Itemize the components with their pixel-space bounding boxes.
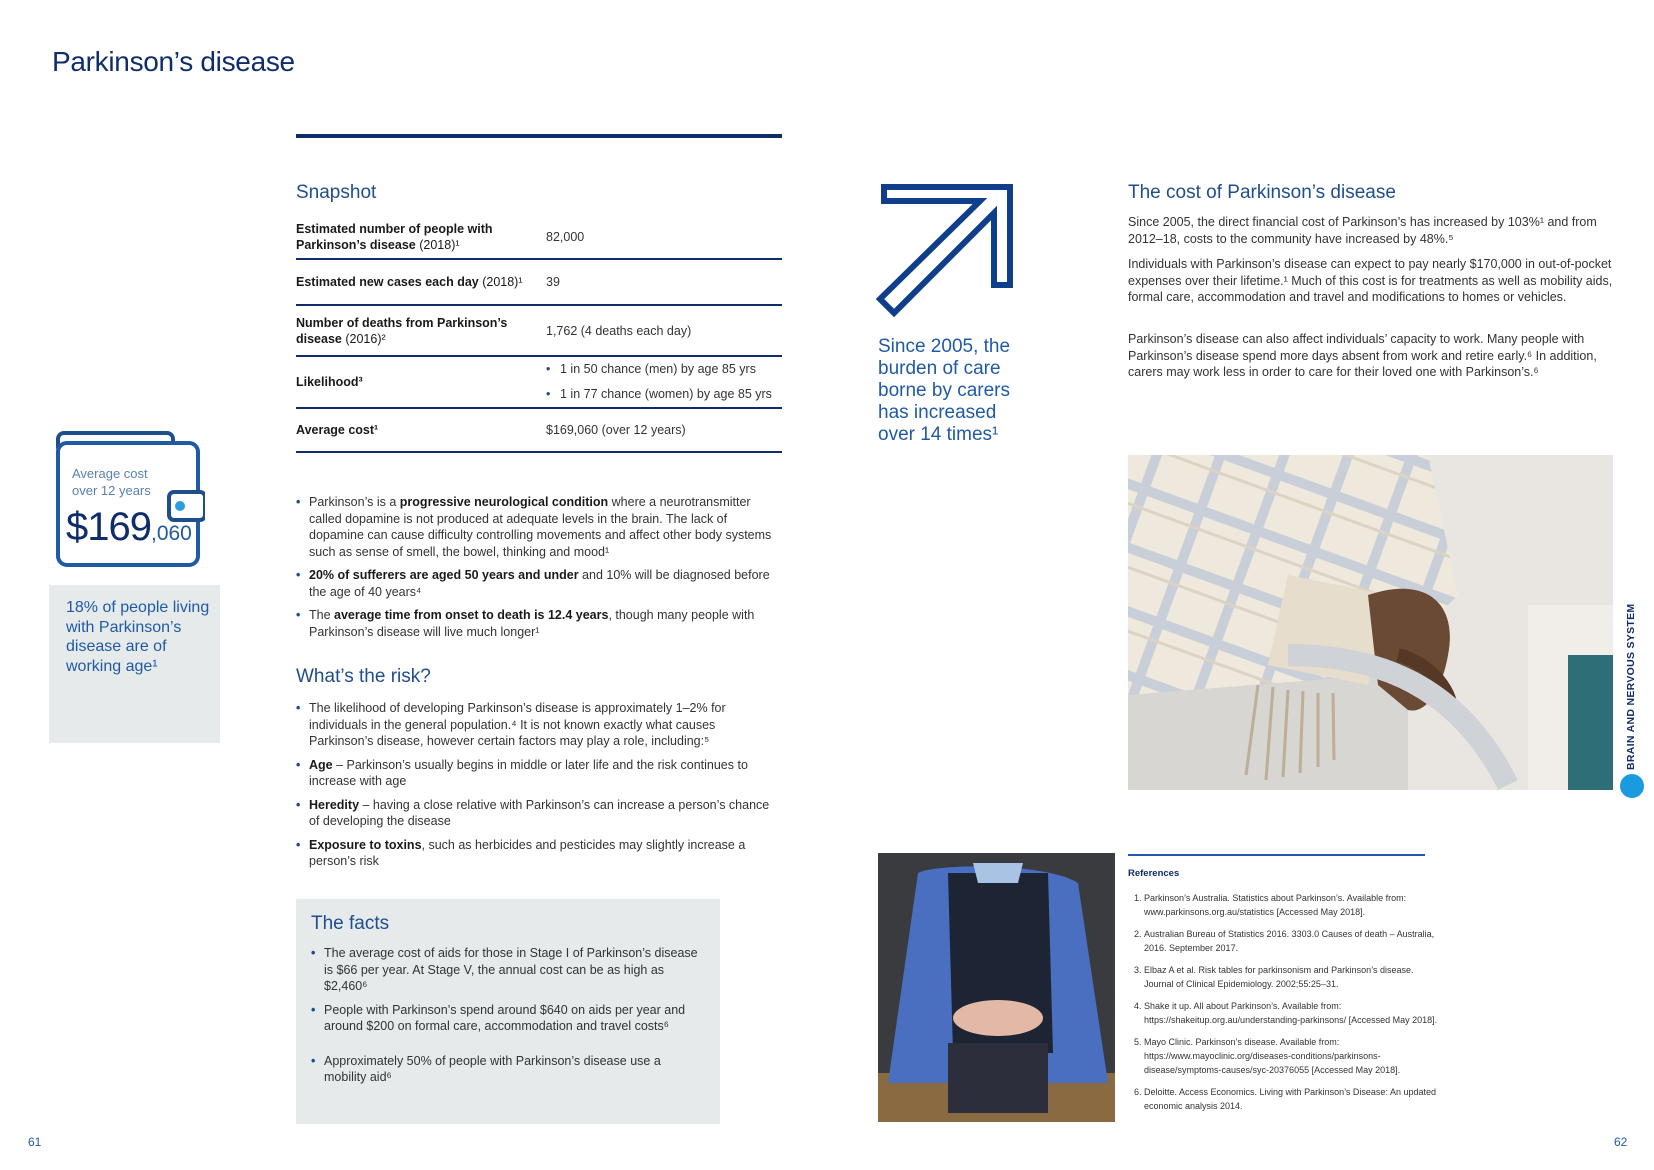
list-item: • Parkinson’s is a progressive neurological condition where a neurotransmitter called dopamine is not produced at adequate levels in the brain. The lack of dopamine can cause difficulty controlling movements and affect other body systems such as sense of smell, the bowel, thinking and mood¹: [296, 494, 782, 560]
reference-item: 6. Deloitte. Access Economics. Living with Parkinson’s Disease: An updated economic analysis 2014.: [1144, 1085, 1444, 1113]
list-item: • Exposure to toxins, such as herbicides and pesticides may slightly increase a person’s risk: [296, 837, 782, 870]
section-dot: [1620, 774, 1644, 798]
page-title: Parkinson’s disease: [52, 46, 295, 77]
list-item: • People with Parkinson’s spend around $640 on aids per year and around $200 on formal care, accommodation and travel costs⁶: [311, 1002, 701, 1035]
wallet-label: Average cost over 12 years: [72, 466, 151, 498]
cost-heading: The cost of Parkinson’s disease: [1128, 182, 1396, 203]
row-key: Average cost¹: [296, 408, 546, 452]
facts-box: [296, 899, 720, 1124]
list-item: • Heredity – having a close relative with Parkinson’s can increase a person’s chance of developing the disease: [296, 797, 782, 830]
list-item: • Age – Parkinson’s usually begins in middle or later life and the risk continues to increase with age: [296, 757, 782, 790]
table-row: [296, 259, 782, 305]
facts-list: [311, 945, 701, 1093]
section-tab: [1622, 600, 1638, 770]
row-key: Estimated number of people with Parkinson’s disease (2018)¹: [296, 216, 546, 259]
references-heading: References: [1128, 868, 1180, 879]
cost-paragraph: Parkinson’s disease can also affect individuals’ capacity to work. Many people with Parkinson’s disease spend more days absent from work and retire early.⁶ In addition, carers may work less in order to care for their loved one with Parkinson’s.⁶: [1128, 332, 1597, 379]
reference-item: 5. Mayo Clinic. Parkinson’s disease. Available from: https://www.mayoclinic.org/diseases-conditions/parkinsons-disease/symptoms-causes/syc-20376055 [Accessed May 2018].: [1144, 1035, 1444, 1077]
intro-list: [296, 494, 782, 647]
row-value: 1,762 (4 deaths each day): [546, 305, 782, 356]
arrow-up-right-icon: [876, 183, 1014, 321]
facts-heading: The facts: [311, 913, 390, 934]
page-number-right: 62: [1614, 1135, 1628, 1149]
snapshot-heading: Snapshot: [296, 182, 377, 203]
table-row: [296, 356, 782, 408]
carers-quote: Since 2005, the burden of care borne by carers has increased over 14 times¹: [878, 336, 1011, 445]
table-row: [296, 305, 782, 356]
cost-paragraph: Individuals with Parkinson’s disease can expect to pay nearly $170,000 in out-of-pocket expenses over their lifetime.¹ Much of this cost is for treatments as well as mobility aids, formal care, accommodation and travel and modifications to homes or vehicles.: [1128, 257, 1613, 304]
hand-on-walker-photo: [1128, 455, 1613, 790]
list-item: • 20% of sufferers are aged 50 years and under and 10% will be diagnosed before the age of 40 years⁴: [296, 567, 782, 600]
risk-heading: What’s the risk?: [296, 666, 431, 687]
row-key: Likelihood³: [296, 356, 546, 408]
list-item: • The average cost of aids for those in Stage I of Parkinson’s disease is $66 per year. At Stage V, the annual cost can be as high as $2,460⁶: [311, 945, 701, 995]
row-value: $169,060 (over 12 years): [546, 408, 782, 452]
list-item: • The likelihood of developing Parkinson’s disease is approximately 1–2% for individuals in the general population.⁴ It is not known exactly what causes Parkinson’s disease, however certain factors may play a role, including:⁵: [296, 700, 782, 750]
reference-item: 2. Australian Bureau of Statistics 2016. 3303.0 Causes of death – Australia, 2016. September 2017.: [1144, 927, 1444, 955]
wallet-amount: $169,060: [66, 505, 192, 549]
list-item: • The average time from onset to death is 12.4 years, though many people with Parkinson’s disease will live much longer¹: [296, 607, 782, 640]
list-item: • Approximately 50% of people with Parkinson’s disease use a mobility aid⁶: [311, 1053, 701, 1086]
row-key: Number of deaths from Parkinson’s disease (2016)²: [296, 305, 546, 356]
snapshot-table: [296, 216, 782, 453]
page-number-left: 61: [28, 1135, 42, 1149]
section-label: BRAIN AND NERVOUS SYSTEM: [1625, 603, 1637, 770]
working-age-callout: 18% of people living with Parkinson’s disease are of working age¹: [49, 585, 220, 743]
likelihood-item: • 1 in 50 chance (men) by age 85 yrs: [546, 357, 782, 382]
row-key: Estimated new cases each day (2018)¹: [296, 259, 546, 305]
row-value: 39: [546, 259, 782, 305]
likelihood-item: • 1 in 77 chance (women) by age 85 yrs: [546, 382, 782, 407]
cost-paragraph: Since 2005, the direct financial cost of Parkinson’s has increased by 103%¹ and from 2012–18, costs to the community have increased by 48%.⁵: [1128, 215, 1597, 246]
seated-man-photo: [878, 853, 1115, 1122]
table-row: [296, 216, 782, 259]
reference-item: 3. Elbaz A et al. Risk tables for parkinsonism and Parkinson’s disease. Journal of Clinical Epidemiology. 2002;55:25–31.: [1144, 963, 1444, 991]
reference-item: 4. Shake it up. All about Parkinson’s. Available from: https://shakeitup.org.au/understanding-parkinsons/ [Accessed May 2018].: [1144, 999, 1444, 1027]
risk-list: [296, 700, 782, 877]
references-rule: [1128, 854, 1425, 856]
table-row: [296, 408, 782, 452]
title-rule: [296, 134, 782, 138]
references-list: [1128, 891, 1444, 1121]
row-value: 82,000: [546, 216, 782, 259]
row-value: [546, 356, 782, 408]
reference-item: 1. Parkinson’s Australia. Statistics about Parkinson’s. Available from: www.parkinsons.org.au/statistics [Accessed May 2018].: [1144, 891, 1444, 919]
